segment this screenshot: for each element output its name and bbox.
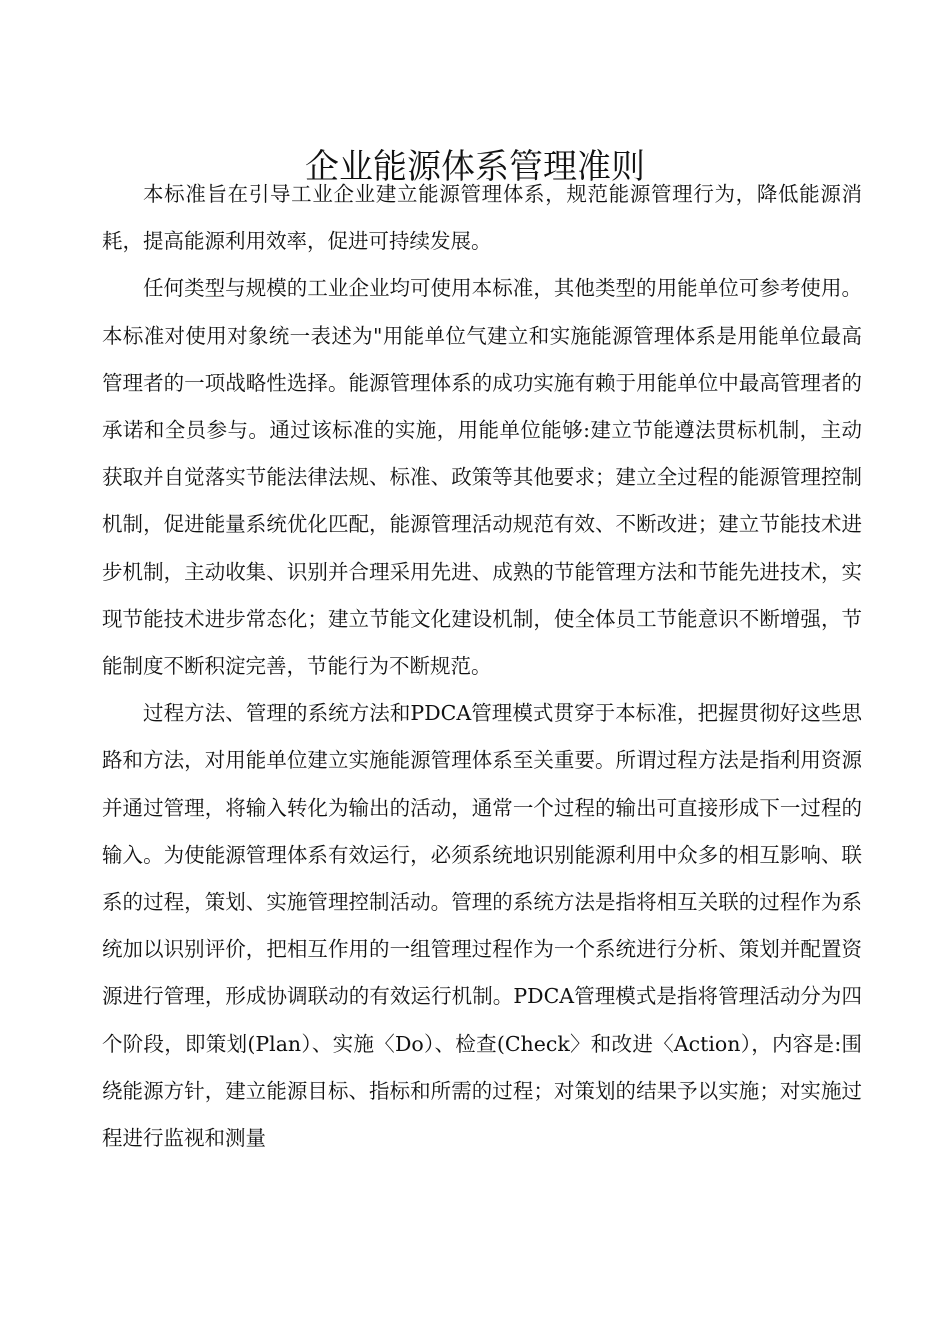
paragraph-scope: 任何类型与规模的工业企业均可使用本标准，其他类型的用能单位可参考使用。本标准对使用对象统一表述为"用能单位气建立和实施能源管理体系是用能单位最高管理者的一项战略性选择。能源管理体系的成功实施有赖于用能单位中最高管理者的承诺和全员参与。通过该标准的实施，用能单位能够:建立节能遵法贯标机制，主动获取并自觉落实节能法律法规、标准、政策等其他要求；建立全过程的能源管理控制机制，促进能量系统优化匹配，能源管理活动规范有效、不断改进；建立节能技术进步机制，主动收集、识别并合理采用先进、成熟的节能管理方法和节能先进技术，实现节能技术进步常态化；建立节能文化建设机制，使全体员工节能意识不断增强，节能制度不断积淀完善，节能行为不断规范。	[102, 276, 862, 679]
paragraph-methods: 过程方法、管理的系统方法和PDCA管理模式贯穿于本标准，把握贯彻好这些思路和方法，对用能单位建立实施能源管理体系至关重要。所谓过程方法是指利用资源并通过管理，将输入转化为输出的活动，通常一个过程的输出可直接形成下一过程的输入。为使能源管理体系有效运行，必须系统地识别能源利用中众多的相互影响、联系的过程，策划、实施管理控制活动。管理的系统方法是指将相互关联的过程作为系统加以识别评价，把相互作用的一组管理过程作为一个系统进行分析、策划并配置资源进行管理，形成协调联动的有效运行机制。PDCA管理模式是指将管理活动分为四个阶段，即策划(Plan）、实施〈Do）、检查(Check〉和改进〈Action），内容是:围绕能源方针，建立能源目标、指标和所需的过程；对策划的结果予以实施；对实施过程进行监视和测量	[102, 701, 862, 1151]
document-title: 企业能源体系管理准则	[305, 146, 645, 187]
document-body	[102, 171, 862, 1162]
paragraph-purpose: 本标准旨在引导工业企业建立能源管理体系，规范能源管理行为，降低能源消耗，提高能源利用效率，促进可持续发展。	[102, 182, 862, 254]
